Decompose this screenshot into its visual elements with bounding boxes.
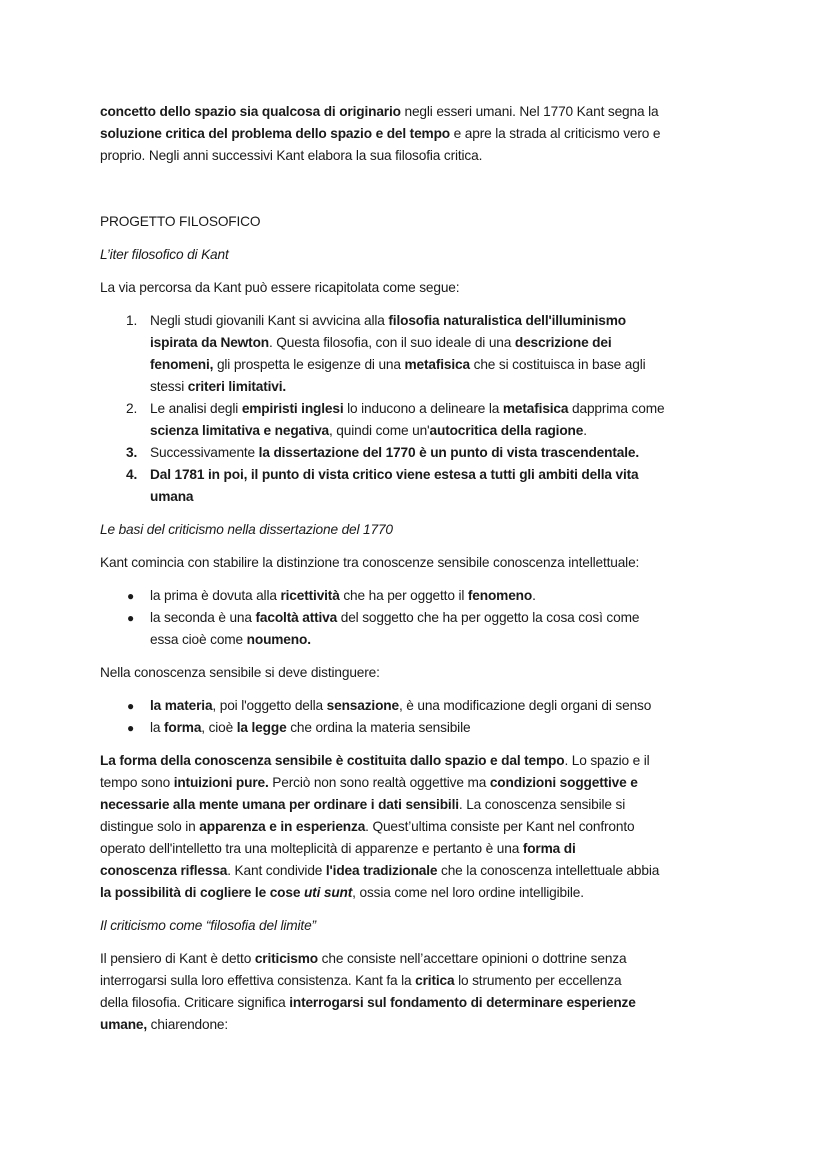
text-run: ricettività xyxy=(280,588,340,603)
text-run: Kant comincia con stabilire la distinzione tra conoscenze sensibile conoscenza intellettuale: xyxy=(100,555,640,570)
text-run: noumeno. xyxy=(246,632,311,647)
bullet-icon: ● xyxy=(127,589,135,603)
text-run: la possibilità di cogliere le cose xyxy=(100,885,304,900)
text-run: . Questa filosofia, con il suo ideale di una xyxy=(269,335,515,350)
text-run: scienza limitativa e negativa xyxy=(150,423,329,438)
text-run: . Lo spazio e il xyxy=(564,753,650,768)
paragraph xyxy=(100,244,740,266)
text-run: autocritica della ragione xyxy=(429,423,584,438)
list-item xyxy=(100,398,740,442)
text-run: Successivamente xyxy=(150,445,259,460)
text-run: stessi xyxy=(150,379,188,394)
text-run: forma di xyxy=(522,841,576,856)
text-run: essa cioè come xyxy=(150,632,247,647)
text-run: , cioè xyxy=(201,720,237,735)
text-run: che ordina la materia sensibile xyxy=(286,720,471,735)
list-number: 2. xyxy=(126,401,138,416)
paragraph xyxy=(100,519,740,541)
text-run: Il criticismo come “filosofia del limite” xyxy=(100,918,316,933)
text-run: e apre la strada al criticismo vero e xyxy=(450,126,661,141)
text-run: intuizioni pure. xyxy=(173,775,269,790)
text-run: . xyxy=(583,423,587,438)
text-run: descrizione dei xyxy=(514,335,612,350)
text-run: empiristi inglesi xyxy=(241,401,344,416)
text-run: che si costituisca in base agli xyxy=(469,357,646,372)
text-run: , ossia come nel loro ordine intelligibile. xyxy=(352,885,584,900)
text-run: criteri limitativi. xyxy=(187,379,287,394)
list-item xyxy=(100,585,740,607)
text-run: forma xyxy=(164,720,202,735)
text-run: fenomeno xyxy=(467,588,533,603)
text-run: lo strumento per eccellenza xyxy=(454,973,622,988)
text-run: Perciò non sono realtà oggettive ma xyxy=(268,775,490,790)
list-item xyxy=(100,310,740,398)
paragraph xyxy=(100,552,740,574)
paragraph xyxy=(100,750,740,904)
text-run: la dissertazione del 1770 è un punto di vista trascendentale. xyxy=(258,445,639,460)
text-run: del soggetto che ha per oggetto la cosa così come xyxy=(337,610,640,625)
text-run: metafisica xyxy=(502,401,569,416)
paragraph xyxy=(100,211,740,233)
text-run: , è una modificazione degli organi di senso xyxy=(398,698,652,713)
text-run: che la conoscenza intellettuale abbia xyxy=(437,863,660,878)
text-run: interrogarsi sul fondamento di determinare esperienze xyxy=(289,995,636,1010)
text-run: tempo sono xyxy=(100,775,174,790)
bullet-list xyxy=(100,585,740,651)
text-run: . xyxy=(532,588,536,603)
text-run: concetto dello spazio sia qualcosa di originario xyxy=(100,104,401,119)
text-run: la legge xyxy=(236,720,287,735)
text-run: ispirata da Newton xyxy=(150,335,269,350)
list-item xyxy=(100,607,740,651)
text-run: lo inducono a delineare la xyxy=(343,401,503,416)
list-item xyxy=(100,464,740,508)
text-run: la prima è dovuta alla xyxy=(150,588,281,603)
text-run: . Kant condivide xyxy=(227,863,326,878)
paragraph xyxy=(100,101,740,167)
bullet-icon: ● xyxy=(127,721,135,735)
text-run: sensazione xyxy=(326,698,399,713)
text-run: dapprima come xyxy=(568,401,665,416)
text-run: uti sunt xyxy=(303,885,353,900)
text-run: critica xyxy=(415,973,455,988)
text-run: criticismo xyxy=(254,951,319,966)
text-run: distingue solo in xyxy=(100,819,200,834)
document-page xyxy=(100,101,740,1047)
bullet-list xyxy=(100,695,740,739)
text-run: umana xyxy=(150,489,194,504)
text-run: L’iter filosofico di Kant xyxy=(100,247,229,262)
list-item xyxy=(100,717,740,739)
bullet-icon: ● xyxy=(127,611,135,625)
text-run: , quindi come un' xyxy=(329,423,430,438)
paragraph xyxy=(100,662,740,684)
paragraph xyxy=(100,915,740,937)
list-number: 1. xyxy=(126,313,138,328)
bullet-icon: ● xyxy=(127,699,135,713)
text-run: umane, xyxy=(100,1017,148,1032)
text-run: filosofia naturalistica dell'illuminismo xyxy=(388,313,626,328)
text-run: La via percorsa da Kant può essere ricapitolata come segue: xyxy=(100,280,460,295)
numbered-list xyxy=(100,310,740,508)
text-run: apparenza e in esperienza xyxy=(199,819,366,834)
text-run: negli esseri umani. Nel 1770 Kant segna la xyxy=(400,104,659,119)
list-number: 4. xyxy=(126,467,138,482)
text-run: soluzione critica del problema dello spazio e del tempo xyxy=(100,126,450,141)
text-run: gli prospetta le esigenze di una xyxy=(213,357,405,372)
text-run: PROGETTO FILOSOFICO xyxy=(100,214,261,229)
text-run: Il pensiero di Kant è detto xyxy=(100,951,255,966)
text-run: Dal 1781 in poi, il punto di vista critico viene estesa a tutti gli ambiti della vita xyxy=(150,467,639,482)
paragraph xyxy=(100,948,740,1036)
list-item xyxy=(100,442,740,464)
text-run: . Quest’ultima consiste per Kant nel confronto xyxy=(365,819,635,834)
text-run: condizioni soggettive e xyxy=(489,775,638,790)
text-run: Le analisi degli xyxy=(150,401,242,416)
text-run: proprio. Negli anni successivi Kant elabora la sua filosofia critica. xyxy=(100,148,483,163)
text-run: Le basi del criticismo nella dissertazione del 1770 xyxy=(100,522,393,537)
text-run: la seconda è una xyxy=(150,610,256,625)
text-run: la xyxy=(150,720,165,735)
text-run: Nella conoscenza sensibile si deve distinguere: xyxy=(100,665,380,680)
text-run: facoltà attiva xyxy=(255,610,338,625)
text-run: necessarie alla mente umana per ordinare i dati sensibili xyxy=(100,797,459,812)
text-run: fenomeni, xyxy=(150,357,214,372)
paragraph xyxy=(100,277,740,299)
text-run: interrogarsi sulla loro effettiva consistenza. Kant fa la xyxy=(100,973,416,988)
text-run: la materia xyxy=(150,698,213,713)
list-item xyxy=(100,695,740,717)
text-run: , poi l'oggetto della xyxy=(212,698,327,713)
text-run: chiarendone: xyxy=(147,1017,229,1032)
text-run: Negli studi giovanili Kant si avvicina alla xyxy=(150,313,389,328)
text-run: della filosofia. Criticare significa xyxy=(100,995,290,1010)
text-run: . La conoscenza sensibile si xyxy=(458,797,626,812)
list-number: 3. xyxy=(126,445,138,460)
text-run: La forma della conoscenza sensibile è costituita dallo spazio e dal tempo xyxy=(100,753,565,768)
text-run: operato dell'intelletto tra una molteplicità di apparenze e pertanto è una xyxy=(100,841,523,856)
text-run: che ha per oggetto il xyxy=(339,588,468,603)
text-run: l'idea tradizionale xyxy=(325,863,438,878)
text-run: che consiste nell’accettare opinioni o dottrine senza xyxy=(318,951,627,966)
text-run: metafisica xyxy=(404,357,470,372)
text-run: conoscenza riflessa xyxy=(100,863,228,878)
